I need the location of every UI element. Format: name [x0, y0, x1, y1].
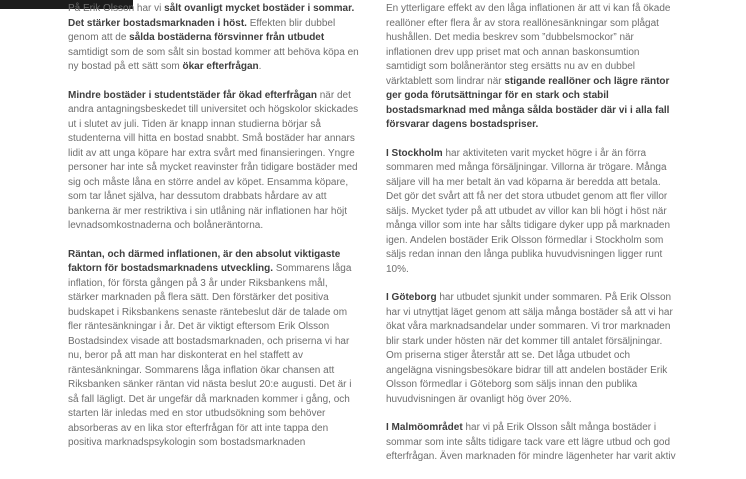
paragraph [68, 89, 360, 234]
paragraph [386, 421, 678, 465]
text-segment: En ytterligare effekt av den låga inflationen är att vi kan få ökade reallöner efter flera år av stora reallönesänkningar som plågat hushållen. Det media beskrev som ”dubbelsmockor” när inflationen drev upp priset mat och annan baskonsumtion samtidigt som bolåneräntor steg ersätts nu av en dubbel värktablett som lindrar när [386, 3, 671, 87]
paragraph [68, 2, 360, 75]
bold-text-segment: Räntan, och därmed inflationen, är den absolut viktigaste faktorn för bostadsmarknadens utveckling. [68, 248, 341, 274]
bold-text-segment: I Göteborg [386, 292, 437, 303]
paragraph [386, 147, 678, 278]
text-segment: har aktiviteten varit mycket högre i år än förra sommaren med många försäljningar. Villorna är trögare. Många säljare vill ha mer betalt än vad köparna är beredda att betala. Det gör det svårt att få ner det stora utbudet genom att fler villor säljs. Mycket tyder på att utbudet av villor kan bli högt i höst när många villor som inte har sålts tidigare dyker upp på marknaden igen. Andelen bostäder Erik Olsson förmedlar i Stockholm som säljs redan innan den långa publika huvudvisningen ligger runt 10%. [386, 147, 671, 275]
left-column [68, 2, 360, 479]
text-segment: . [258, 61, 262, 72]
text-columns [68, 2, 678, 479]
paragraph [386, 291, 678, 407]
text-segment: har utbudet sjunkit under sommaren. På Erik Olsson har vi utnyttjat läget genom att sälja många bostäder så att vi har ökat våra marknadsandelar under sommaren. Vi tror marknaden blir stark under hösten när det kommer till antalet försäljningar. Om priserna stiger återstår att se. Det låga utbudet och angelägna visningsbesökare bidrar till att andelen bostäder Erik Olsson förmedlar i Göteborg som säljs innan den publika huvudvisningen är ovanligt hög över 20%. [386, 292, 673, 405]
text-segment: när det andra antagningsbeskedet till universitet och högskolor skickades ut i slutet av juli. Tiden är knapp innan studierna börjar så studenterna vill hitta en bostad snabbt. Små bostäder har annars lidit av att unga köpare har extra svårt med finansieringen. Yngre personer har inte så mycket reavinster från tidigare bostäder med sig och måste låna en större andel av köpet. Ensamma köpare, som tar lånet själva, har dessutom drabbats hårdare av att bankerna är mer restriktiva i sin utlåning när inflationen har höjt levnadsomkostnaderna och bolåneräntorna. [68, 89, 359, 231]
paragraph [68, 248, 360, 451]
bold-text-segment: ökar efterfrågan [182, 61, 259, 72]
bold-text-segment: sålda bostäderna försvinner från utbudet [129, 32, 325, 43]
paragraph [386, 2, 678, 133]
text-segment: Sommarens låga inflation, för första gången på 3 år under Riksbankens mål, stärker marknaden på flera sätt. Den förstärker det positiva budskapet i Riksbankens senaste räntebeslut där de talade om fler räntesänkningar i år. Det är viktigt eftersom Erik Olsson Bostadsindex visade att bostadsmarknaden, och priserna vi har nu, beror på att man har diskonterat en hel staffett av räntesänkningar. Sommarens låga inflation ökar chansen att Riksbanken sänker räntan vid nästa beslut 20:e augusti. Det är i så fall lägligt. Det är ungefär då marknaden kommer i gång, och starten lär inledas med en stor utbudsökning som behöver absorberas av en lika stor efterfrågan för att inte tappa den positiva marknadspsykologin som bostadsmarknaden [68, 263, 352, 448]
bold-text-segment: I Malmöområdet [386, 422, 463, 433]
bold-text-segment: sålt ovanligt mycket bostäder i sommar. Det stärker bostadsmarknaden i höst. [68, 3, 355, 29]
text-segment: På Erik Olsson har vi [68, 3, 165, 14]
bold-text-segment: Mindre bostäder i studentstäder får ökad efterfrågan [68, 89, 317, 101]
text-segment: har vi på Erik Olsson sålt många bostäder i sommar som inte sålts tidigare tack vare ett lägre utbud och god efterfrågan. Även marknaden för mindre lägenheter har varit aktiv [386, 422, 676, 462]
bold-text-segment: stigande reallöner och lägre räntor ger goda förutsättningar för en stark och stabil bostadsmarknad med många sålda bostäder där vi i alla fall försvarar dagens bostadspriser. [386, 75, 670, 130]
text-segment: Effekten blir dubbel genom att de [68, 17, 336, 43]
bold-text-segment: I Stockholm [386, 147, 443, 159]
right-column [386, 2, 678, 479]
text-segment: samtidigt som de som sålt sin bostad kommer att behöva köpa en ny bostad på ett sätt som [68, 46, 359, 72]
